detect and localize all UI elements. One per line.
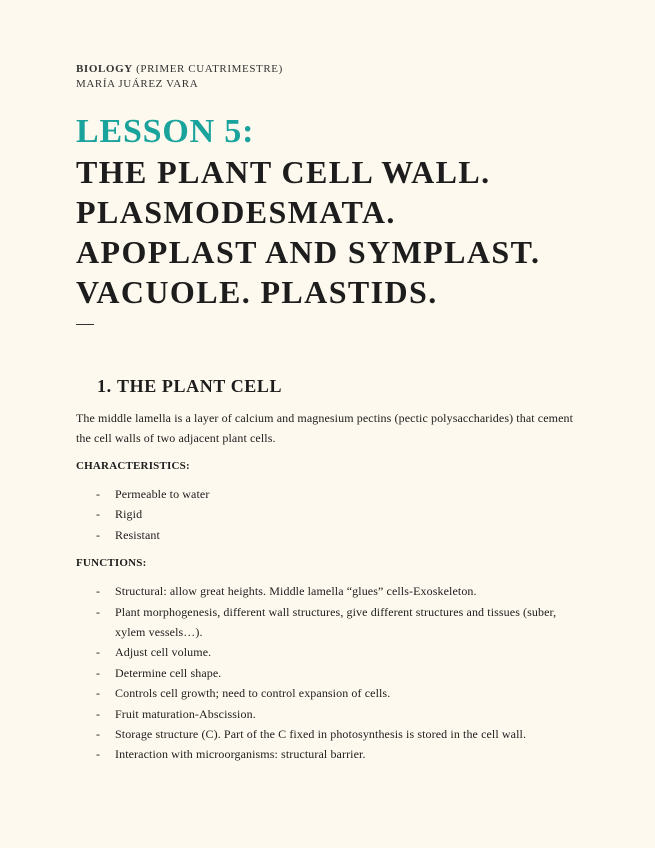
bullet-dash: - xyxy=(96,604,101,619)
author-name: MARÍA JUÁREZ VARA xyxy=(76,78,199,90)
bullet-dash: - xyxy=(96,686,101,701)
list-item-text: Interaction with microorganisms: structural barrier. xyxy=(115,747,366,762)
section-title: THE PLANT CELL xyxy=(117,376,283,396)
list-item xyxy=(76,484,585,504)
bullet-dash: - xyxy=(96,727,101,742)
functions-list xyxy=(76,581,595,765)
list-item-text: Rigid xyxy=(115,507,143,522)
section-number: 1. xyxy=(97,376,112,396)
lesson-label: LESSON 5: xyxy=(76,113,255,150)
list-item xyxy=(76,504,585,524)
list-item-text: Resistant xyxy=(115,527,160,542)
bullet-dash: - xyxy=(96,645,101,660)
bullet-dash: - xyxy=(96,584,101,599)
list-item-text: Determine cell shape. xyxy=(115,665,222,680)
lesson-title-line-3: APOPLAST AND SYMPLAST. xyxy=(76,234,541,270)
characteristics-heading: CHARACTERISTICS: xyxy=(76,460,190,472)
course-line xyxy=(76,62,595,77)
bullet-dash: - xyxy=(96,706,101,721)
list-item-text: Permeable to water xyxy=(115,487,210,501)
title-divider xyxy=(76,324,94,325)
bullet-dash: - xyxy=(96,487,101,501)
list-item-text: Storage structure (C). Part of the C fixed in photosynthesis is stored in the cell wall. xyxy=(115,727,527,742)
course-term: (PRIMER CUATRIMESTRE) xyxy=(136,63,283,75)
list-item-text: Plant morphogenesis, different wall structures, give different structures and tissues (suber, xylem vessels…). xyxy=(115,604,557,640)
list-item xyxy=(76,724,585,744)
list-item-text: Fruit maturation-Abscission. xyxy=(115,706,256,721)
intro-paragraph: The middle lamella is a layer of calcium and magnesium pectins (pectic polysaccharides) that cement the cell walls of two adjacent plant cells. xyxy=(76,411,574,445)
list-item-text: Adjust cell volume. xyxy=(115,645,212,660)
functions-heading: FUNCTIONS: xyxy=(76,557,147,570)
list-item xyxy=(76,744,585,764)
list-item-text: Controls cell growth; need to control expansion of cells. xyxy=(115,686,391,701)
list-item xyxy=(76,683,585,703)
list-item xyxy=(76,581,585,601)
list-item xyxy=(76,602,585,643)
bullet-dash: - xyxy=(96,527,101,542)
course-subject: BIOLOGY xyxy=(76,63,133,75)
characteristics-list xyxy=(76,484,595,545)
bullet-dash: - xyxy=(96,665,101,680)
lesson-title-line-1: THE PLANT CELL WALL. xyxy=(76,154,491,190)
list-item xyxy=(76,525,585,545)
section-heading xyxy=(97,375,595,397)
lesson-title-line-2: PLASMODESMATA. xyxy=(76,194,396,230)
list-item xyxy=(76,704,585,724)
list-item-text: Structural: allow great heights. Middle lamella “glues” cells-Exoskeleton. xyxy=(115,584,477,599)
bullet-dash: - xyxy=(96,507,101,522)
bullet-dash: - xyxy=(96,747,101,762)
list-item xyxy=(76,663,585,683)
list-item xyxy=(76,642,585,662)
lesson-title-line-4: VACUOLE. PLASTIDS. xyxy=(76,274,438,310)
